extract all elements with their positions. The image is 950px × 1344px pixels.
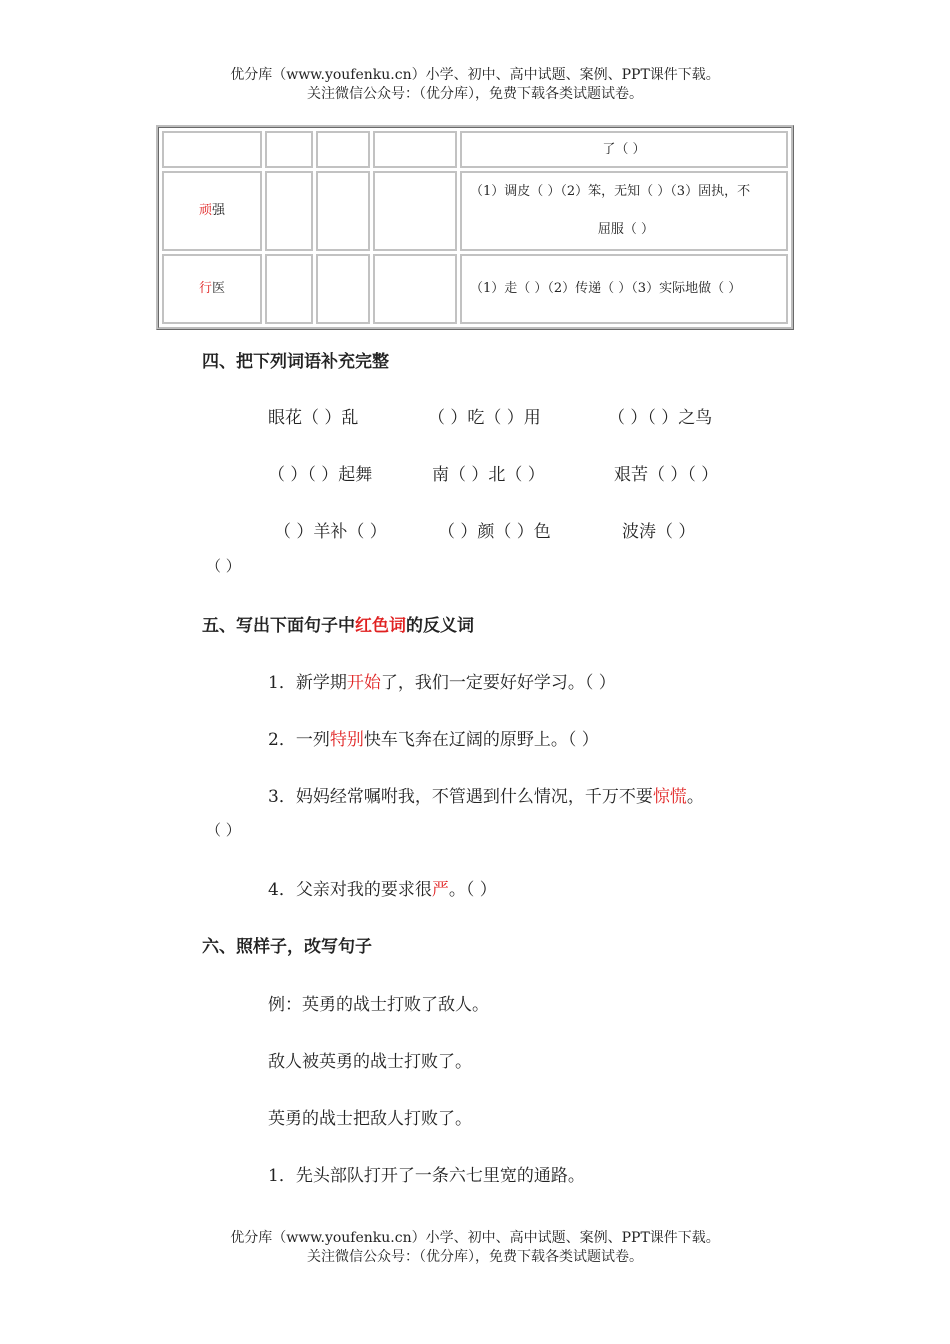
word-meaning-table xyxy=(156,125,794,330)
title-part: 五、写出下面句子中 xyxy=(202,616,355,636)
idiom-item: （ ）吃（ ）用 xyxy=(428,408,541,428)
page-footer xyxy=(0,1229,950,1267)
options-cell: 了（ ） xyxy=(460,131,788,168)
word-rest: 强 xyxy=(212,203,226,218)
table-cell xyxy=(265,131,313,168)
options-line: 屈服（ ） xyxy=(597,222,655,237)
table-cell xyxy=(373,254,457,324)
section-4-title: 四、把下列词语补充完整 xyxy=(202,352,389,372)
table-cell xyxy=(162,131,262,168)
idiom-item: （ ）羊补（ ） xyxy=(274,522,387,542)
idiom-item: 艰苦（ ）（ ） xyxy=(614,465,719,485)
options-cell: （1）走（ ）（2）传递（ ）（3）实际地做（ ） xyxy=(460,254,788,324)
idiom-item: （ ）（ ）之鸟 xyxy=(608,408,713,428)
key-word: 特别 xyxy=(329,730,364,750)
rewrite-question: 1．先头部队打开了一条六七里宽的通路。 xyxy=(268,1166,585,1186)
sentence-part: 2．一列 xyxy=(268,730,330,750)
sentence-item xyxy=(268,782,704,807)
table-row xyxy=(162,131,788,168)
word-key-char: 行 xyxy=(198,281,212,296)
table-cell xyxy=(316,131,370,168)
table-cell xyxy=(316,171,370,251)
footer-line-2: 关注微信公众号：（优分库），免费下载各类试题试卷。 xyxy=(307,1249,643,1265)
word-cell xyxy=(162,171,262,251)
section-6-title: 六、照样子，改写句子 xyxy=(202,937,372,957)
key-word: 开始 xyxy=(346,673,381,693)
header-line-1: 优分库（www.youfenku.cn）小学、初中、高中试题、案例、PPT课件下载。 xyxy=(230,67,720,83)
table-row xyxy=(162,171,788,251)
example-sentence: 敌人被英勇的战士打败了。 xyxy=(268,1052,472,1072)
word-rest: 医 xyxy=(212,281,226,296)
idiom-item: （ ）颜（ ）色 xyxy=(438,522,551,542)
idiom-item: 波涛（ ） xyxy=(622,522,696,542)
example-sentence: 例：英勇的战士打败了敌人。 xyxy=(268,995,489,1015)
word-key-char: 顽 xyxy=(198,203,212,218)
title-red-part: 红色词 xyxy=(355,616,406,636)
sentence-part: 3．妈妈经常嘱咐我，不管遇到什么情况，千万不要 xyxy=(268,787,653,807)
section-5-title xyxy=(202,611,474,636)
title-part: 的反义词 xyxy=(406,616,474,636)
sentence-item xyxy=(268,725,599,750)
sentence-part: 1．新学期 xyxy=(268,673,347,693)
sentence-part: 4．父亲对我的要求很 xyxy=(268,880,432,900)
idiom-wrap: （ ） xyxy=(206,557,241,575)
word-cell xyxy=(162,254,262,324)
table-cell xyxy=(316,254,370,324)
idiom-item: （ ）（ ）起舞 xyxy=(268,465,373,485)
header-line-2: 关注微信公众号：（优分库），免费下载各类试题试卷。 xyxy=(307,86,643,102)
sentence-item xyxy=(268,875,497,900)
table-cell xyxy=(265,254,313,324)
example-sentence: 英勇的战士把敌人打败了。 xyxy=(268,1109,472,1129)
sentence-part: 。 xyxy=(686,787,704,807)
sentence-part: 了，我们一定要好好学习。（ ） xyxy=(380,673,616,693)
key-word: 惊慌 xyxy=(652,787,687,807)
idiom-item: 眼花（ ）乱 xyxy=(268,408,359,428)
options-cell xyxy=(460,171,788,251)
sentence-item xyxy=(268,668,616,693)
key-word: 严 xyxy=(431,880,449,900)
sentence-part: 快车飞奔在辽阔的原野上。（ ） xyxy=(363,730,599,750)
sentence-wrap: （ ） xyxy=(206,821,241,839)
idiom-item: 南（ ）北（ ） xyxy=(432,465,545,485)
table-cell xyxy=(373,131,457,168)
table-cell xyxy=(265,171,313,251)
footer-line-1: 优分库（www.youfenku.cn）小学、初中、高中试题、案例、PPT课件下载。 xyxy=(230,1230,720,1246)
sentence-part: 。（ ） xyxy=(448,880,497,900)
table-row xyxy=(162,254,788,324)
page-header xyxy=(0,66,950,104)
table-cell xyxy=(373,171,457,251)
options-line: （1）调皮（ ）（2）笨，无知（ ）（3）固执，不 xyxy=(470,184,751,199)
